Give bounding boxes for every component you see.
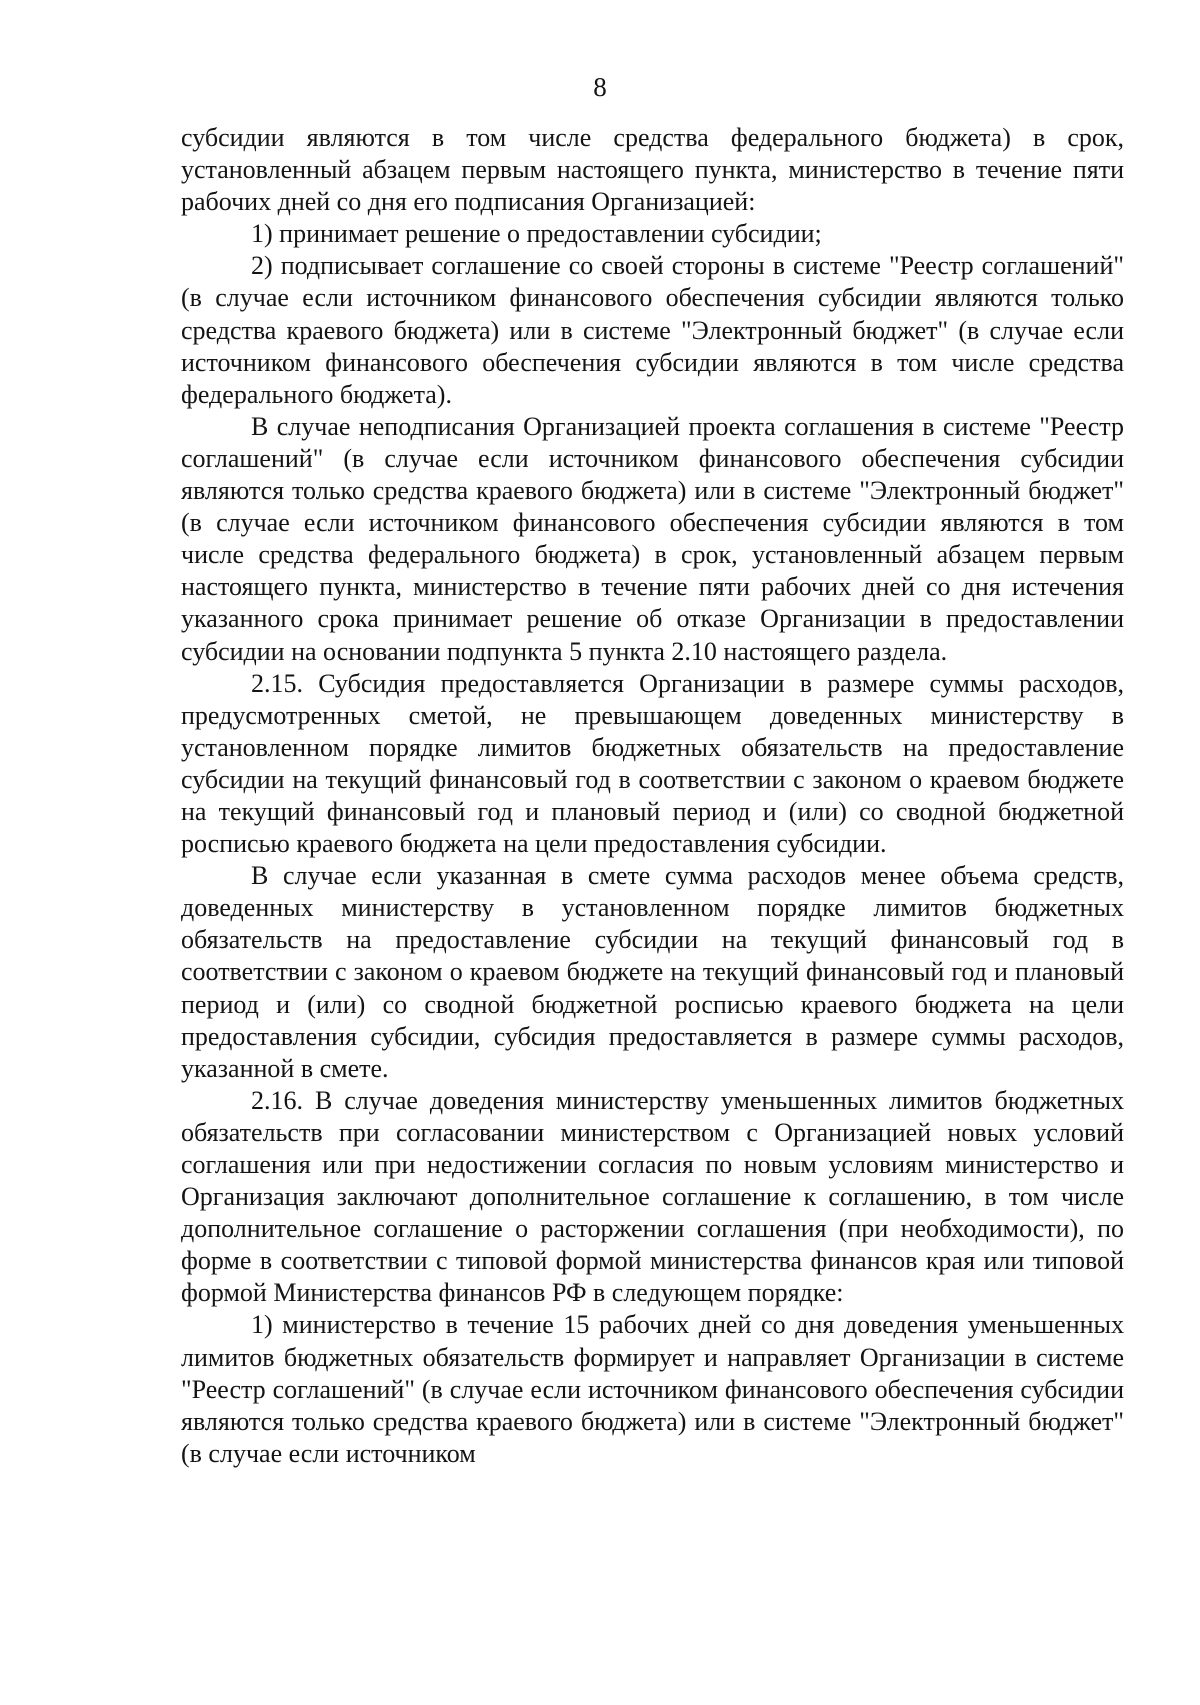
document-body [181, 122, 1124, 1470]
list-item-1: 1) принимает решение о предоставлении субсидии; [251, 219, 822, 249]
paragraph: В случае если указанная в смете сумма расходов менее объема средств, доведенных министерству в установленном порядке лимитов бюджетных обязательств на предоставление субсидии на текущий финансовый год в соответствии с законом о краевом бюджете на текущий финансовый год и плановый период и (или) со сводной бюджетной росписью краевого бюджета на цели предоставления субсидии, субсидия предоставляется в размере суммы расходов, указанной в смете. [181, 861, 1124, 1083]
list-item-1: 1) министерство в течение 15 рабочих дней со дня доведения уменьшенных лимитов бюджетных обязательств формирует и направляет Организации в системе "Реестр соглашений" (в случае если источником финансового обеспечения субсидии являются только средства краевого бюджета) или в системе "Электронный бюджет" (в случае если источником [181, 1310, 1124, 1468]
page-number: 8 [593, 72, 607, 102]
paragraph: В случае неподписания Организацией проекта соглашения в системе "Реестр соглашений" (в случае если источником финансового обеспечения субсидии являются только средства краевого бюджета) или в системе "Электронный бюджет" (в случае если источником финансового обеспечения субсидии являются в том числе средства федерального бюджета) в срок, установленный абзацем первым настоящего пункта, министерство в течение пяти рабочих дней со дня истечения указанного срока принимает решение об отказе Организации в предоставлении субсидии на основании подпункта 5 пункта 2.10 настоящего раздела. [181, 411, 1124, 666]
clause-2-16: 2.16. В случае доведения министерству уменьшенных лимитов бюджетных обязательств при согласовании министерством с Организацией новых условий соглашения или при недостижении согласия по новым условиям министерство и Организация заключают дополнительное соглашение к соглашению, в том числе дополнительное соглашение о расторжении соглашения (при необходимости), по форме в соответствии с типовой формой министерства финансов края или типовой формой Министерства финансов РФ в следующем порядке: [181, 1085, 1124, 1308]
clause-2-15: 2.15. Субсидия предоставляется Организации в размере суммы расходов, предусмотренных сметой, не превышающем доведенных министерству в установленном порядке лимитов бюджетных обязательств на предоставление субсидии на текущий финансовый год в соответствии с законом о краевом бюджете на текущий финансовый год и плановый период и (или) со сводной бюджетной росписью краевого бюджета на цели предоставления субсидии. [181, 668, 1124, 859]
paragraph: субсидии являются в том числе средства федерального бюджета) в срок, установленный абзацем первым настоящего пункта, министерство в течение пяти рабочих дней со дня его подписания Организацией: [181, 123, 1124, 217]
list-item-2: 2) подписывает соглашение со своей стороны в системе "Реестр соглашений" (в случае если источником финансового обеспечения субсидии являются только средства краевого бюджета) или в системе "Электронный бюджет" (в случае если источником финансового обеспечения субсидии являются в том числе средства федерального бюджета). [181, 251, 1124, 409]
